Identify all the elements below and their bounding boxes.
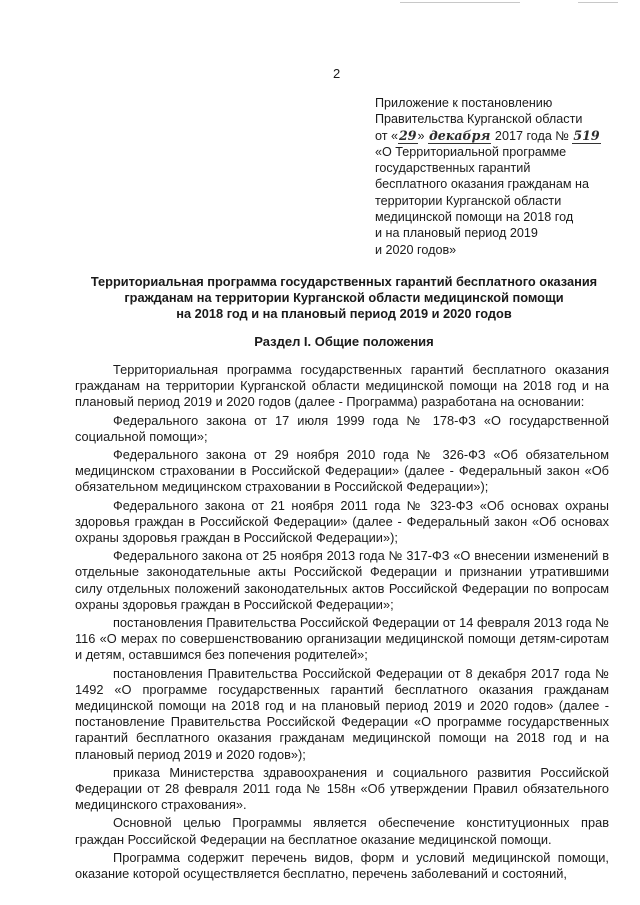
document-title [84, 274, 604, 322]
appendix-line: Правительства Курганской области [375, 112, 583, 127]
scan-artifact [400, 2, 520, 3]
date-year: 2017 года № [491, 128, 573, 143]
paragraph: Программа содержит перечень видов, форм и условий медицинской помощи, оказание которой осуществляется бесплатно, перечень заболеваний и состояний, [75, 849, 609, 882]
title-line: на 2018 год и на плановый период 2019 и 2020 годов [176, 306, 512, 321]
appendix-block [375, 95, 620, 258]
section-heading: Раздел I. Общие положения [254, 334, 434, 349]
handwritten-day: 29 [399, 127, 417, 143]
appendix-date-line [375, 128, 620, 144]
appendix-line: и 2020 годов» [375, 242, 457, 257]
appendix-line: территории Курганской области [375, 193, 562, 208]
appendix-line: бесплатного оказания гражданам на [375, 177, 590, 192]
date-mid: » [417, 128, 429, 143]
appendix-line: государственных гарантий [375, 161, 531, 176]
paragraph: Федерального закона от 29 ноября 2010 года № 326-ФЗ «Об обязательном медицинском страховании в Российской Федерации» (далее - Федеральный закон «Об обязательном медицинском страховании в Российской Федерации»); [75, 447, 609, 495]
appendix-line: «О Территориальной программе [375, 144, 567, 159]
handwritten-month: декабря [429, 127, 491, 143]
scan-artifact [578, 2, 618, 3]
paragraph: Федерального закона от 25 ноября 2013 года № 317-ФЗ «О внесении изменений в отдельные законодательные акты Российской Федерации и признании утратившими силу отдельных положений законодательных актов Российской Федерации по вопросам охраны здоровья граждан в Российской Федерации»; [75, 548, 609, 612]
appendix-line: медицинской помощи на 2018 год [375, 210, 574, 225]
page-number: 2 [333, 66, 341, 81]
handwritten-number: 519 [573, 127, 600, 143]
title-line: гражданам на территории Курганской области медицинской помощи [124, 290, 564, 305]
date-prefix: от « [375, 128, 398, 143]
appendix-line: и на плановый период 2019 [375, 226, 538, 241]
paragraph: приказа Министерства здравоохранения и социального развития Российской Федерации от 28 февраля 2011 года № 158н «Об утверждении Правил обязательного медицинского страхования». [75, 764, 609, 813]
paragraph: Основной целью Программы является обеспечение конституционных прав граждан Российской Федерации на бесплатное оказание медицинской помощи. [75, 815, 609, 847]
paragraph: Федерального закона от 17 июля 1999 года № 178-ФЗ «О государственной социальной помощи»; [75, 412, 609, 444]
paragraph: Федерального закона от 21 ноября 2011 года № 323-ФЗ «Об основах охраны здоровья граждан в Российской Федерации» (далее - Федеральный закон «Об основах охраны здоровья граждан в Российской Федерации»); [75, 497, 609, 546]
paragraph: постановления Правительства Российской Федерации от 14 февраля 2013 года № 116 «О мерах по совершенствованию организации медицинской помощи детям-сиротам и детям, оставшимся без попечения родителей»; [75, 615, 609, 663]
document-body [75, 362, 609, 884]
paragraph: постановления Правительства Российской Федерации от 8 декабря 2017 года № 1492 «О программе государственных гарантий бесплатного оказания гражданам медицинской помощи на 2018 год и на плановый период 2019 и 2020 годов» (далее - постановление Правительства Российской Федерации «О программе государственных гарантий бесплатного оказания гражданам медицинской помощи на 2018 год и на плановый период 2019 и 2020 годов»); [75, 665, 609, 762]
paragraph: Территориальная программа государственных гарантий бесплатного оказания гражданам на территории Курганской области медицинской помощи на 2018 год и на плановый период 2019 и 2020 годов (далее - Программа) разработана на основании: [75, 362, 609, 410]
title-line: Территориальная программа государственных гарантий бесплатного оказания [90, 274, 598, 289]
appendix-line: Приложение к постановлению [375, 96, 553, 110]
